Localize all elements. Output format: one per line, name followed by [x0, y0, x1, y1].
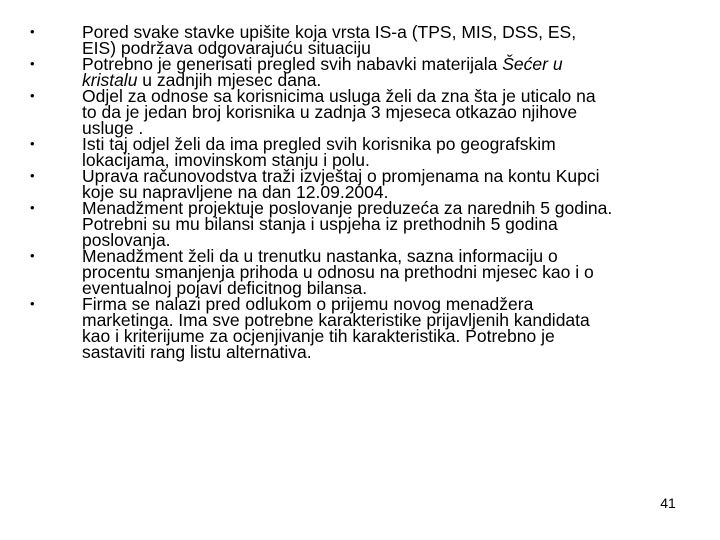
bullet-line: Uprava računovodstva traži izvještaj o promjenama na kontu Kupci — [82, 166, 600, 186]
bullet-line: Isti taj odjel želi da ima pregled svih korisnika po geografskim — [82, 134, 556, 154]
bullet-line: procentu smanjenja prihoda u odnosu na prethodni mjesec kao i o — [82, 262, 594, 282]
bullet-line: koje su napravljene na dan 12.09.2004. — [82, 182, 389, 202]
bullet-item-7 — [28, 248, 718, 296]
bullet-text-1 — [82, 24, 718, 56]
bullet-text-7 — [82, 248, 718, 296]
bullet-marker: • — [30, 200, 35, 215]
bullet-line: Potrebno je generisati pregled svih nabavki materijala — [82, 54, 503, 74]
bullet-marker: • — [30, 168, 35, 183]
bullet-line: marketinga. Ima sve potrebne karakteristike prijavljenih kandidata — [82, 310, 590, 330]
bullet-text-2 — [82, 56, 718, 88]
bullet-text-3 — [82, 88, 718, 136]
bullet-line: u zadnjih mjesec dana. — [137, 70, 322, 90]
bullet-line: lokacijama, imovinskom stanju i polu. — [82, 150, 370, 170]
bullet-marker: • — [30, 248, 35, 263]
bullet-item-2 — [28, 56, 718, 88]
page-number: 41 — [660, 495, 676, 511]
bullet-line: poslovanja. — [82, 230, 171, 250]
bullet-line: Menadžment projektuje poslovanje preduzeća za narednih 5 godina. — [82, 198, 613, 218]
bullet-line: eventualnoj pojavi deficitnog bilansa. — [82, 278, 368, 298]
bullet-marker: • — [30, 56, 35, 71]
bullet-line: Menadžment želi da u trenutku nastanka, sazna informaciju o — [82, 246, 558, 266]
bullet-item-3 — [28, 88, 718, 136]
bullet-marker: • — [30, 296, 35, 311]
italic-material-name: kristalu — [82, 70, 138, 90]
bullet-list — [28, 24, 718, 360]
bullet-item-6 — [28, 200, 718, 248]
bullet-marker: • — [30, 24, 35, 39]
bullet-text-6 — [82, 200, 718, 248]
bullet-item-5 — [28, 168, 718, 200]
bullet-text-4 — [82, 136, 718, 168]
bullet-text-5 — [82, 168, 718, 200]
bullet-line: Potrebni su mu bilansi stanja i uspjeha iz prethodnih 5 godina — [82, 214, 558, 234]
bullet-item-1 — [28, 24, 718, 56]
bullet-line: usluge . — [82, 118, 144, 138]
bullet-line: Firma se nalazi pred odlukom o prijemu novog menadžera — [82, 294, 534, 314]
bullet-line: kao i kriterijume za ocjenjivanje tih karakteristika. Potrebno je — [82, 326, 555, 346]
bullet-text-8 — [82, 296, 718, 360]
italic-material-name: Šećer u — [502, 54, 563, 74]
bullet-item-4 — [28, 136, 718, 168]
bullet-line: sastaviti rang listu alternativa. — [82, 342, 312, 362]
bullet-line: Odjel za odnose sa korisnicima usluga želi da zna šta je uticalo na — [82, 86, 596, 106]
bullet-line: to da je jedan broj korisnika u zadnja 3 mjeseca otkazao njihove — [82, 102, 578, 122]
bullet-line: EIS) podržava odgovarajuću situaciju — [82, 38, 371, 58]
bullet-marker: • — [30, 136, 35, 151]
bullet-line: Pored svake stavke upišite koja vrsta IS-a (TPS, MIS, DSS, ES, — [82, 22, 577, 42]
bullet-marker: • — [30, 88, 35, 103]
bullet-item-8 — [28, 296, 718, 360]
